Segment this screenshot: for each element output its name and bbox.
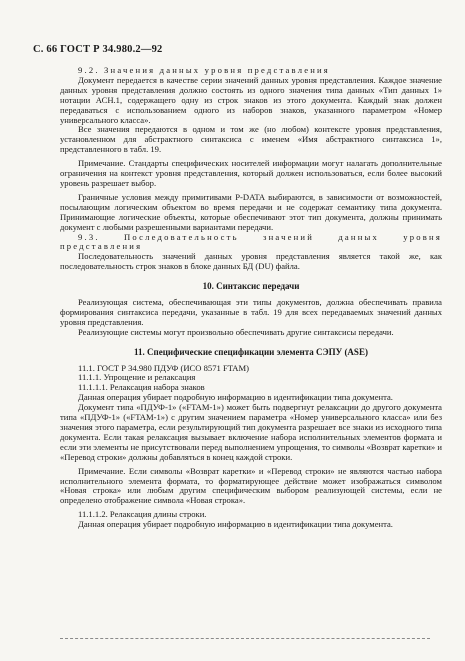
- page-header: С. 66 ГОСТ Р 34.980.2—92: [33, 44, 163, 55]
- paragraph: Граничные условия между примитивами P-DATA выбираются, в зависимости от возможностей, посылающим логическим объектом во время передачи и не содержат семантику типа документа. Принимающие логические объекты, которые обеспечивают этот тип документа, должны принимать документ с любыми разрешенными вариантами передачи.: [60, 191, 442, 232]
- paragraph: Все значения передаются в одном и том же (но любом) контексте уровня представления, установленном для абстрактного синтаксиса с именем «Имя абстрактного синтаксиса 1», представленного в табл. 19.: [60, 124, 442, 155]
- paragraph: Примечание. Стандарты специфических носителей информации могут налагать дополнительные ограничения на контекст уровня представления, который должен использоваться, если более высокий уровень разрешает выбор.: [60, 158, 442, 188]
- paragraph: Данная операция убирает подробную информацию в идентификации типа документа.: [78, 392, 393, 403]
- paragraph: 9.2. Значения данных уровня представления: [78, 65, 330, 75]
- section-heading: 11. Специфические спецификации элемента СЭПУ (ASE): [134, 346, 368, 357]
- bottom-rule: [60, 638, 430, 639]
- paragraph: 11.1. ГОСТ Р 34.980 ПДУФ (ИСО 8571 FTAM): [78, 362, 250, 373]
- paragraph: 11.1.1.1. Релаксация набора знаков: [78, 382, 205, 393]
- document-body: [60, 66, 442, 530]
- paragraph: 9.3. Последовательность значений данных уровня представления: [60, 231, 442, 252]
- paragraph: Документ передается в качестве серии значений данных уровня представления. Каждое значение данных уровня представления должно состоять из одного значения типа данных «Тип данных 1» нотации АСН.1, содержащего одну из строк знаков из этого документа. Каждый знак должен передаваться с использованием одного из наборов знаков, указанного параметром «Номер универсального класса».: [60, 74, 442, 125]
- paragraph: Последовательность значений данных уровня представления является такой же, как последовательность строк знаков в блоке данных БД (DU) файла.: [60, 251, 442, 272]
- paragraph: Примечание. Если символы «Возврат каретки» и «Перевод строки» не являются частью набора исполнительного элемента формата, то форматирующее действие может изображаться символом «Новая строка» или любым другим специфическим выбором реализующей системы, если не определено отображение символа «Новая строка».: [60, 465, 442, 506]
- section-heading: 10. Синтаксис передачи: [202, 281, 300, 292]
- paragraph: Реализующая система, обеспечивающая эти типы документов, должна обеспечивать правила формирования синтаксиса передачи, указанные в табл. 19 для всех передаваемых значений данных уровня представления.: [60, 297, 442, 327]
- paragraph: Данная операция убирает подробную информацию в идентификации типа документа.: [78, 519, 393, 530]
- paragraph: Документ типа «ПДУФ-1» («FTAM-1») может быть подвергнут релаксации до другого документа типа «ПДУФ-1» («FTAM-1») с другим значением параметра «Номер универсального класса» или без значения этого параметра, если результирующий тип документа разрешает все знаки из исходного типа документа. Если такая релаксация вызывает включение набора исполнительных элементов формата и если эти элементы не присутствовали перед выполнением упрощения, то символы «Возврат каретки» и «Перевод строки» должны добавляться в конец каждой строки.: [60, 402, 442, 462]
- paragraph: 11.1.1.2. Релаксация длины строки.: [78, 509, 207, 520]
- paragraph: 11.1.1. Упрощение и релаксация: [78, 372, 196, 383]
- paragraph: Реализующие системы могут произвольно обеспечивать другие синтаксисы передачи.: [78, 326, 394, 337]
